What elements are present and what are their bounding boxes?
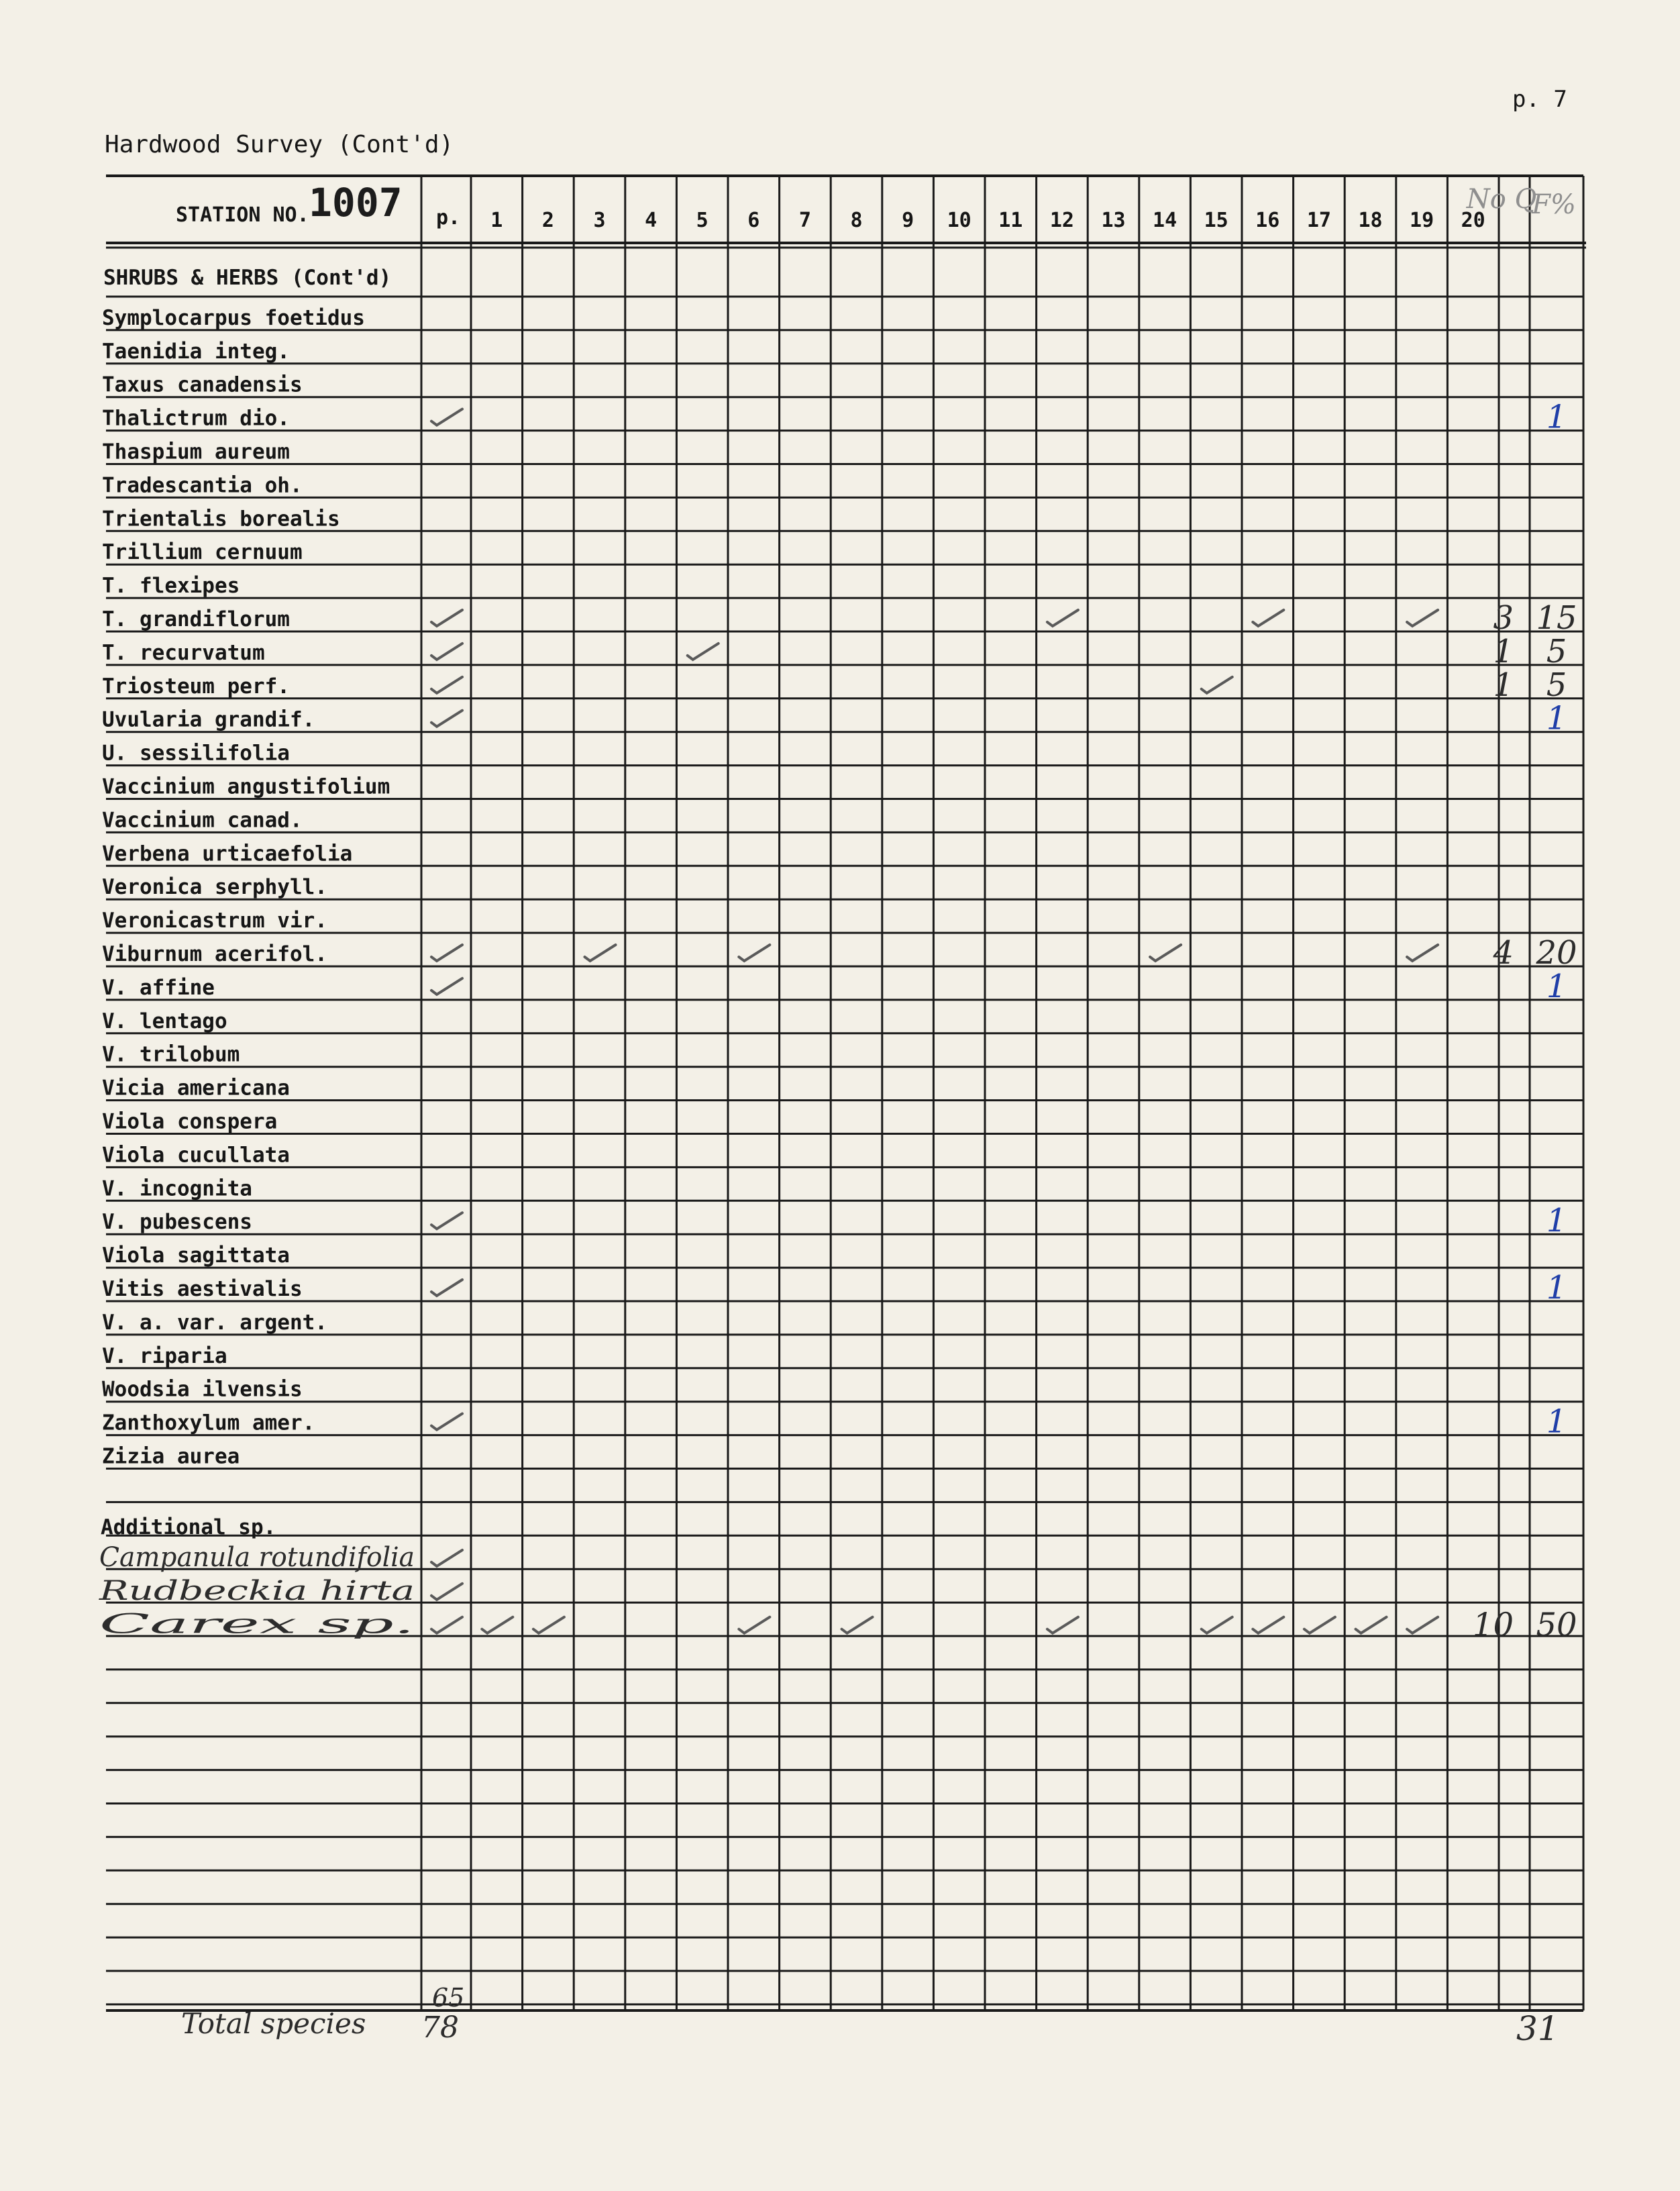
species-name: V. trilobum — [102, 1042, 240, 1067]
species-name: Taenidia integ. — [102, 339, 290, 364]
table-row — [102, 875, 327, 899]
check-mark — [533, 1617, 564, 1633]
species-name: T. grandiflorum — [102, 607, 290, 631]
check-mark — [431, 1584, 462, 1600]
page-number: p. 7 — [1512, 86, 1567, 113]
table-row — [102, 1176, 252, 1201]
column-header-quadrat: 7 — [798, 209, 811, 232]
table-row — [102, 1311, 327, 1335]
table-row — [102, 306, 365, 330]
check-mark — [431, 1414, 462, 1430]
species-name: V. a. var. argent. — [102, 1310, 327, 1335]
table-row — [102, 1243, 290, 1268]
species-name: T. flexipes — [102, 574, 240, 599]
total-species-value: 78 — [421, 2010, 459, 2045]
table-row — [102, 808, 303, 832]
column-header-quadrat: 8 — [850, 209, 863, 232]
noq-value: 1 — [1493, 666, 1514, 704]
check-mark — [482, 1617, 513, 1633]
species-name: Vaccinium angustifolium — [102, 774, 390, 799]
table-row — [102, 842, 352, 866]
check-mark — [1202, 677, 1232, 693]
f-value: 20 — [1536, 934, 1577, 972]
species-name: Veronicastrum vir. — [102, 909, 327, 933]
check-mark — [431, 711, 462, 727]
species-name: Viola sagittata — [102, 1243, 290, 1268]
f-value: 1 — [1546, 699, 1567, 737]
column-header-quadrat: 4 — [645, 209, 658, 232]
table-row — [102, 1344, 227, 1368]
check-mark — [585, 945, 616, 961]
column-header-quadrat: 6 — [747, 209, 760, 232]
species-name: Trillium cernuum — [102, 540, 303, 565]
check-mark — [1253, 1617, 1283, 1633]
check-mark — [1202, 1617, 1232, 1633]
check-mark — [1407, 1617, 1438, 1633]
species-name: Triosteum perf. — [102, 674, 290, 699]
species-name: Symplocarpus foetidus — [102, 305, 365, 330]
table-row — [102, 340, 290, 364]
species-name: Verbena urticaefolia — [102, 842, 353, 866]
species-name: V. incognita — [102, 1176, 252, 1201]
table-row — [102, 909, 327, 933]
table-row — [102, 742, 290, 766]
species-name: Thaspium aureum — [102, 440, 290, 464]
check-mark — [842, 1617, 873, 1633]
station-label: STATION NO. — [176, 203, 309, 227]
species-name: Veronica serphyll. — [102, 875, 327, 900]
species-name: Zizia aurea — [102, 1444, 240, 1469]
noq-value: 10 — [1472, 1606, 1514, 1644]
species-name: T. recurvatum — [102, 640, 265, 665]
additional-species-rows — [99, 1542, 1577, 1644]
check-mark — [688, 644, 719, 660]
column-header-quadrat: 9 — [902, 209, 914, 232]
species-name: Vaccinium canad. — [102, 808, 303, 833]
column-header-noq: No Q — [1466, 184, 1537, 215]
check-mark — [431, 978, 462, 995]
check-mark — [431, 1280, 462, 1296]
column-header-quadrat: 20 — [1461, 209, 1485, 232]
table-row — [102, 1143, 290, 1167]
table-row — [102, 440, 290, 464]
species-name: Vicia americana — [102, 1076, 290, 1101]
check-mark — [1407, 945, 1438, 961]
page-title: Hardwood Survey (Cont'd) — [105, 131, 454, 158]
f-value: 1 — [1546, 398, 1567, 436]
table-row — [102, 1445, 240, 1469]
check-mark — [1047, 1617, 1078, 1633]
species-name: Thalictrum dio. — [102, 406, 290, 431]
check-mark — [1150, 945, 1181, 961]
table-row — [102, 1110, 277, 1134]
table-row — [102, 540, 303, 564]
check-mark — [1047, 610, 1078, 626]
column-header-f: F% — [1532, 189, 1576, 220]
column-header-p: p. — [435, 206, 461, 230]
species-name: Carex sp. — [99, 1609, 415, 1640]
station-number: 1007 — [309, 180, 403, 225]
species-name: V. lentago — [102, 1009, 227, 1033]
f-value: 1 — [1546, 1202, 1567, 1240]
species-name: Rudbeckia hirta — [98, 1575, 415, 1607]
column-header-quadrat: 5 — [696, 209, 708, 232]
table-row — [102, 1076, 290, 1101]
f-value: 50 — [1536, 1606, 1577, 1644]
check-mark — [1407, 610, 1438, 626]
column-header-quadrat: 18 — [1358, 209, 1383, 232]
column-header-quadrat: 12 — [1049, 209, 1074, 232]
table-row — [99, 1607, 1577, 1644]
total-species-label: Total species — [181, 2007, 366, 2040]
noq-value: 3 — [1493, 599, 1514, 637]
f-column-total: 31 — [1516, 2009, 1559, 2048]
check-mark — [431, 1213, 462, 1229]
check-mark — [431, 677, 462, 693]
check-mark — [1304, 1617, 1335, 1633]
species-name: Taxus canadensis — [102, 372, 303, 397]
column-header-quadrat: 13 — [1101, 209, 1126, 232]
table-row — [102, 1378, 303, 1402]
table-row — [99, 1542, 462, 1573]
f-value: 1 — [1546, 1403, 1567, 1441]
table-row — [102, 507, 340, 531]
species-name: Tradescantia oh. — [102, 473, 303, 498]
additional-heading: Additional sp. — [101, 1515, 276, 1539]
species-name: Viola conspera — [102, 1109, 278, 1134]
check-mark — [431, 945, 462, 961]
f-value: 5 — [1546, 666, 1567, 704]
column-header-quadrat: 17 — [1306, 209, 1331, 232]
check-mark — [431, 610, 462, 626]
species-name: V. riparia — [102, 1343, 227, 1368]
f-value: 15 — [1536, 599, 1577, 637]
check-mark — [739, 1617, 770, 1633]
table-row — [102, 373, 303, 397]
noq-value: 4 — [1493, 934, 1514, 972]
noq-value: 1 — [1493, 632, 1514, 670]
check-mark — [1253, 610, 1283, 626]
table-row — [102, 1043, 240, 1067]
column-header-quadrat: 11 — [998, 209, 1023, 232]
species-name: Zanthoxylum amer. — [102, 1411, 315, 1435]
table-row — [102, 1009, 227, 1033]
species-name: Viola cucullata — [102, 1143, 290, 1168]
species-name: Vitis aestivalis — [102, 1277, 303, 1301]
table-row — [99, 1576, 462, 1607]
check-mark — [431, 1617, 462, 1633]
species-name: Viburnum acerifol. — [102, 942, 327, 966]
table-row — [102, 473, 303, 497]
check-mark — [431, 644, 462, 660]
f-value: 5 — [1546, 632, 1567, 670]
column-header-quadrat: 14 — [1153, 209, 1177, 232]
column-header-quadrat: 10 — [947, 209, 972, 232]
totals — [181, 1983, 1559, 2048]
table-row — [102, 574, 240, 598]
f-value: 1 — [1546, 967, 1567, 1005]
check-mark — [739, 945, 770, 961]
table-row — [102, 775, 390, 799]
check-mark — [431, 409, 462, 425]
p-column-total: 65 — [432, 1983, 465, 2012]
species-name: V. affine — [102, 975, 215, 1000]
species-name: Woodsia ilvensis — [102, 1377, 303, 1402]
f-value: 1 — [1546, 1269, 1567, 1307]
check-mark — [431, 1550, 462, 1566]
column-header-quadrat: 1 — [490, 209, 503, 232]
species-name: Trientalis borealis — [102, 507, 340, 531]
quadrat-headers — [490, 209, 1485, 232]
species-name: Uvularia grandif. — [102, 707, 315, 732]
species-name: V. pubescens — [102, 1210, 252, 1235]
check-mark — [1356, 1617, 1387, 1633]
column-header-quadrat: 2 — [541, 209, 554, 232]
column-header-quadrat: 15 — [1204, 209, 1228, 232]
grid-lines — [106, 176, 1586, 2010]
column-header-quadrat: 3 — [593, 209, 606, 232]
column-header-quadrat: 16 — [1255, 209, 1280, 232]
species-name: U. sessilifolia — [102, 741, 290, 766]
species-rows — [102, 306, 1577, 1469]
section-heading: SHRUBS & HERBS (Cont'd) — [103, 266, 392, 290]
column-header-quadrat: 19 — [1410, 209, 1434, 232]
species-name: Campanula rotundifolia — [99, 1541, 415, 1573]
